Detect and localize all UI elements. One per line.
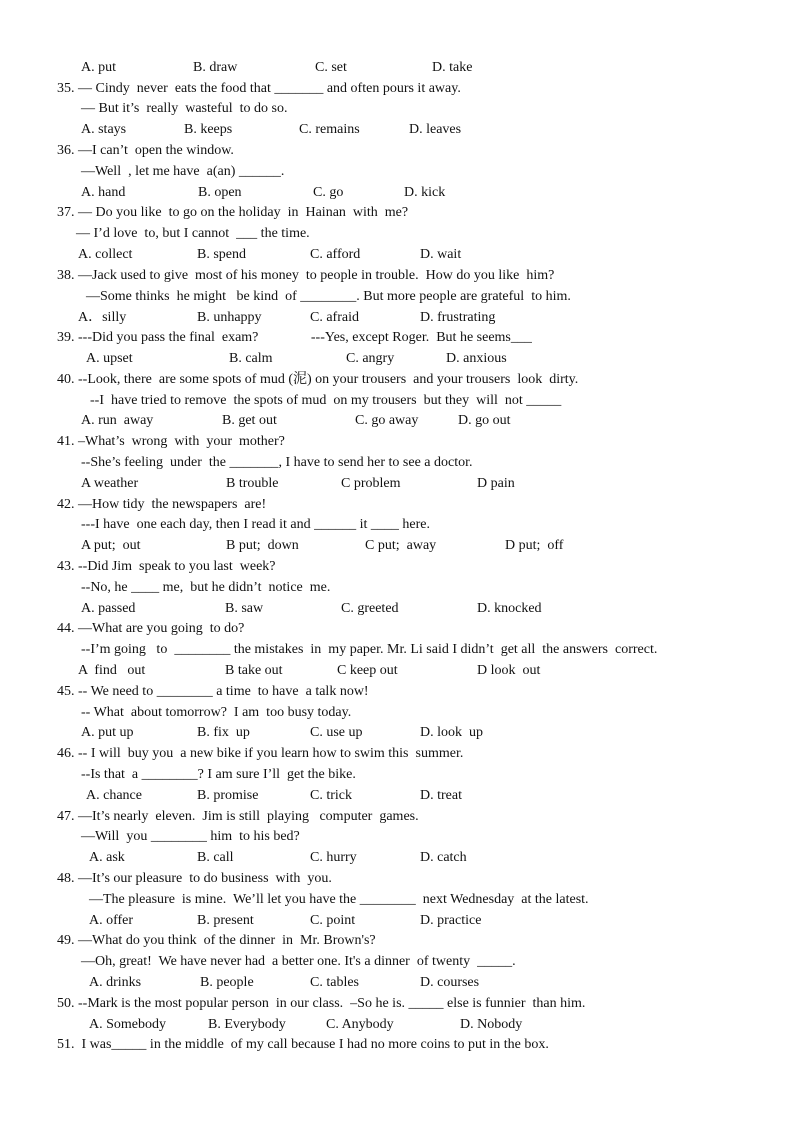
option: D put; off bbox=[505, 538, 564, 553]
dialog-text: --No, he ____ me, but he didn’t notice me. bbox=[81, 580, 331, 595]
option: A weather bbox=[81, 476, 139, 491]
option: A. drinks bbox=[89, 975, 142, 990]
option: A. stays bbox=[81, 122, 127, 137]
dialog-text: --She’s feeling under the _______, I have to send her to see a doctor. bbox=[81, 455, 473, 470]
option: A. passed bbox=[81, 601, 136, 616]
option: A. put bbox=[81, 60, 116, 75]
option: C. angry bbox=[346, 351, 395, 366]
option: B. fix up bbox=[197, 725, 250, 740]
option: C. go bbox=[313, 185, 344, 200]
option: D pain bbox=[477, 476, 515, 491]
question-text: 38. —Jack used to give most of his money to people in trouble. How do you like him? bbox=[57, 268, 555, 283]
option: C. set bbox=[315, 60, 347, 75]
option: B. call bbox=[197, 850, 234, 865]
option: D. practice bbox=[420, 913, 482, 928]
option: B. saw bbox=[225, 601, 264, 616]
option: B. open bbox=[198, 185, 242, 200]
option: A. run away bbox=[81, 413, 154, 428]
option: D look out bbox=[477, 663, 541, 678]
option: A. put up bbox=[81, 725, 134, 740]
option: C. trick bbox=[310, 788, 352, 803]
option: C. use up bbox=[310, 725, 363, 740]
dialog-text: --I’m going to ________ the mistakes in my paper. Mr. Li said I didn’t get all the answers correct. bbox=[81, 642, 658, 657]
dialog-text: —Will you ________ him to his bed? bbox=[81, 829, 300, 844]
option: C keep out bbox=[337, 663, 398, 678]
option: D. wait bbox=[420, 247, 462, 262]
question-text: 44. —What are you going to do? bbox=[57, 621, 245, 636]
option: C. Anybody bbox=[326, 1017, 394, 1032]
option: A. collect bbox=[78, 247, 133, 262]
option: C. go away bbox=[355, 413, 419, 428]
question-text: 50. --Mark is the most popular person in our class. –So he is. _____ else is funnier than him. bbox=[57, 996, 586, 1011]
option: B. draw bbox=[193, 60, 238, 75]
option: C problem bbox=[341, 476, 401, 491]
option: D. knocked bbox=[477, 601, 542, 616]
option: A. offer bbox=[89, 913, 134, 928]
option: A put; out bbox=[81, 538, 141, 553]
question-text: 47. —It’s nearly eleven. Jim is still playing computer games. bbox=[57, 809, 419, 824]
option: B put; down bbox=[226, 538, 299, 553]
question-text: 35. — Cindy never eats the food that _______ and often pours it away. bbox=[57, 81, 461, 96]
question-text: 43. --Did Jim speak to you last week? bbox=[57, 559, 276, 574]
option: C. afford bbox=[310, 247, 361, 262]
question-text: 39. ---Did you pass the final exam? ---Yes, except Roger. But he seems___ bbox=[57, 330, 532, 345]
option: C. greeted bbox=[341, 601, 399, 616]
dialog-text: --Is that a ________? I am sure I’ll get the bike. bbox=[81, 767, 356, 782]
dialog-text: —Some thinks he might be kind of ________. But more people are grateful to him. bbox=[86, 289, 571, 304]
option: D. kick bbox=[404, 185, 446, 200]
option: D. frustrating bbox=[420, 310, 496, 325]
question-text: 46. -- I will buy you a new bike if you learn how to swim this summer. bbox=[57, 746, 464, 761]
option: D. catch bbox=[420, 850, 467, 865]
option: B. unhappy bbox=[197, 310, 262, 325]
option: D. treat bbox=[420, 788, 462, 803]
question-text: 41. –What’s wrong with your mother? bbox=[57, 434, 285, 449]
dialog-text: —The pleasure is mine. We’ll let you have the ________ next Wednesday at the latest. bbox=[89, 892, 589, 907]
option: D. Nobody bbox=[460, 1017, 523, 1032]
dialog-text: ---I have one each day, then I read it and ______ it ____ here. bbox=[81, 517, 430, 532]
option: A．silly bbox=[78, 310, 127, 325]
option: B. keeps bbox=[184, 122, 233, 137]
option: C put; away bbox=[365, 538, 437, 553]
option: B. Everybody bbox=[208, 1017, 286, 1032]
option: B. calm bbox=[229, 351, 273, 366]
option: B. promise bbox=[197, 788, 259, 803]
option: D. go out bbox=[458, 413, 511, 428]
question-text: 45. -- We need to ________ a time to have a talk now! bbox=[57, 684, 369, 699]
option: A. upset bbox=[86, 351, 133, 366]
dialog-text: —Oh, great! We have never had a better one. It's a dinner of twenty _____. bbox=[81, 954, 516, 969]
option: C. hurry bbox=[310, 850, 357, 865]
option: A. hand bbox=[81, 185, 126, 200]
option: C. tables bbox=[310, 975, 359, 990]
option: B. spend bbox=[197, 247, 246, 262]
option: B. present bbox=[197, 913, 254, 928]
option: D. anxious bbox=[446, 351, 507, 366]
question-text: 51. I was_____ in the middle of my call because I had no more coins to put in the box. bbox=[57, 1037, 549, 1052]
question-text: 49. —What do you think of the dinner in Mr. Brown's? bbox=[57, 933, 376, 948]
dialog-text: — But it’s really wasteful to do so. bbox=[81, 101, 288, 116]
option: D. courses bbox=[420, 975, 480, 990]
dialog-text: —Well , let me have a(an) ______. bbox=[81, 164, 285, 179]
dialog-text: --I have tried to remove the spots of mud on my trousers but they will not _____ bbox=[90, 393, 562, 408]
question-text: 48. —It’s our pleasure to do business with you. bbox=[57, 871, 332, 886]
option: C. remains bbox=[299, 122, 360, 137]
option: C. point bbox=[310, 913, 356, 928]
option: B take out bbox=[225, 663, 283, 678]
option: D. take bbox=[432, 60, 473, 75]
option: A. Somebody bbox=[89, 1017, 166, 1032]
option: B. people bbox=[200, 975, 254, 990]
question-text: 36. —I can’t open the window. bbox=[57, 143, 234, 158]
question-text: 40. --Look, there are some spots of mud (泥) on your trousers and your trousers look dirty. bbox=[57, 372, 579, 387]
dialog-text: -- What about tomorrow? I am too busy today. bbox=[81, 705, 352, 720]
question-text: 42. —How tidy the newspapers are! bbox=[57, 497, 267, 512]
option: A find out bbox=[78, 663, 146, 678]
option: A. ask bbox=[89, 850, 125, 865]
option: B. get out bbox=[222, 413, 277, 428]
option: B trouble bbox=[226, 476, 279, 491]
dialog-text: — I’d love to, but I cannot ___ the time. bbox=[76, 226, 310, 241]
question-text: 37. — Do you like to go on the holiday in Hainan with me? bbox=[57, 205, 409, 220]
option: A. chance bbox=[86, 788, 142, 803]
option: D. look up bbox=[420, 725, 483, 740]
option: D. leaves bbox=[409, 122, 462, 137]
option: C. afraid bbox=[310, 310, 359, 325]
